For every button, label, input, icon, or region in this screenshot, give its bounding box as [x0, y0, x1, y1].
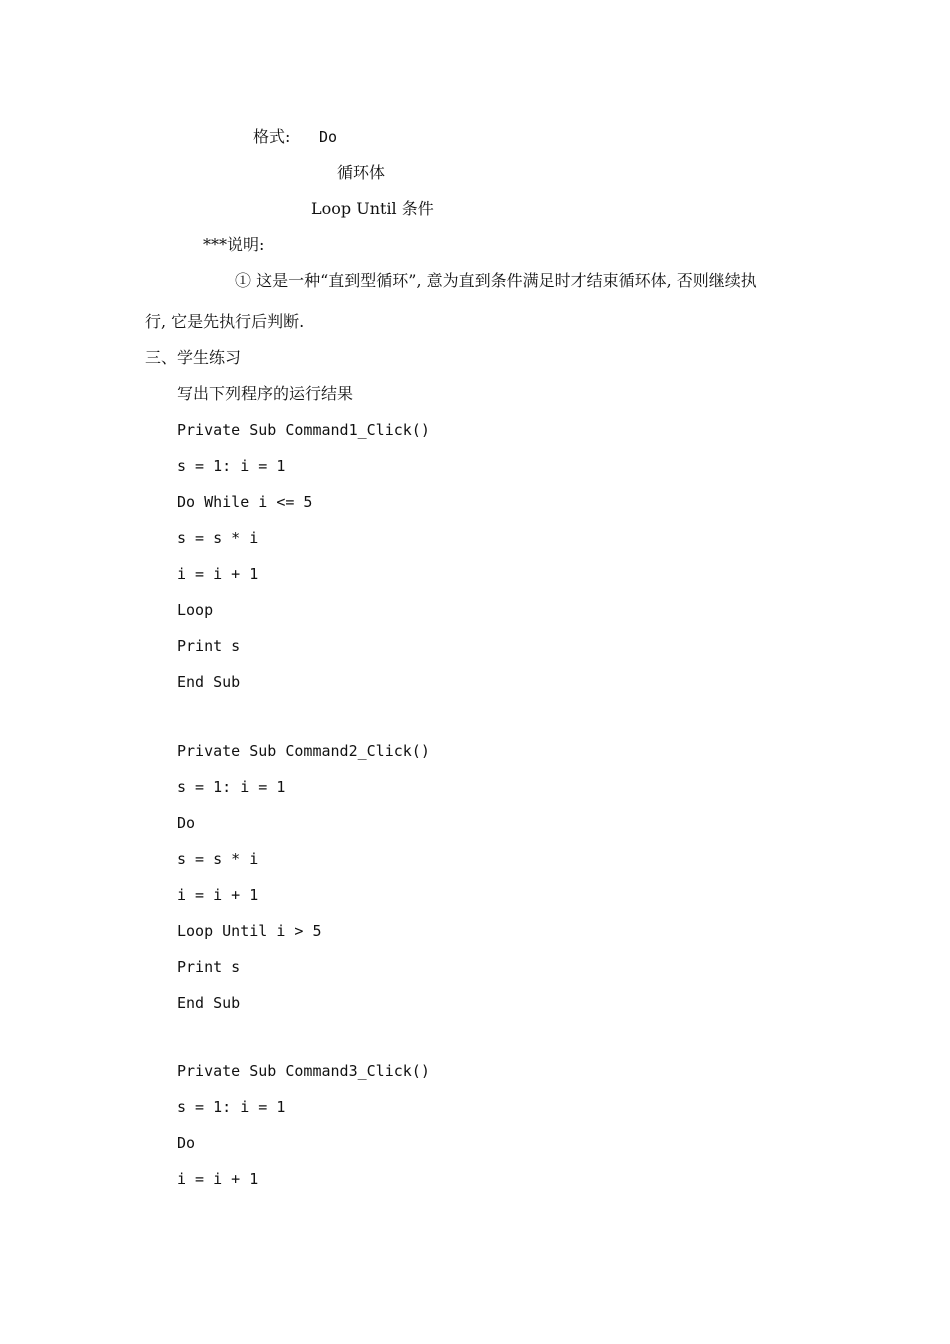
explanation-heading: ***说明:	[203, 235, 265, 254]
code-line: Private Sub Command3_Click()	[177, 1062, 430, 1080]
format-loop-until: Loop Until 条件	[311, 199, 434, 218]
format-do-keyword: Do	[319, 128, 338, 146]
explanation-item1-line2: 行, 它是先执行后判断.	[145, 312, 305, 331]
code-line: Do	[177, 1134, 196, 1152]
code-line: i = i + 1	[177, 565, 259, 583]
section-heading: 三、学生练习	[145, 348, 242, 367]
code-line: s = 1: i = 1	[177, 778, 286, 796]
code-line: s = s * i	[177, 850, 259, 868]
code-line: Print s	[177, 958, 241, 976]
code-line: Do	[177, 814, 196, 832]
format-label: 格式:	[253, 127, 291, 146]
code-line: Print s	[177, 637, 241, 655]
code-line: End Sub	[177, 673, 241, 691]
code-line: Loop Until i > 5	[177, 922, 322, 940]
exercise-instruction: 写出下列程序的运行结果	[177, 384, 354, 403]
code-line: s = 1: i = 1	[177, 1098, 286, 1116]
format-loop-body: 循环体	[337, 163, 386, 182]
code-line: End Sub	[177, 994, 241, 1012]
code-line: Private Sub Command2_Click()	[177, 742, 430, 760]
code-line: s = s * i	[177, 529, 259, 547]
code-line: i = i + 1	[177, 1170, 259, 1188]
code-line: s = 1: i = 1	[177, 457, 286, 475]
explanation-item1-line1: ① 这是一种“直到型循环”, 意为直到条件满足时才结束循环体, 否则继续执	[235, 271, 757, 290]
code-line: i = i + 1	[177, 886, 259, 904]
code-line: Private Sub Command1_Click()	[177, 421, 430, 439]
code-line: Do While i <= 5	[177, 493, 313, 511]
code-line: Loop	[177, 601, 214, 619]
